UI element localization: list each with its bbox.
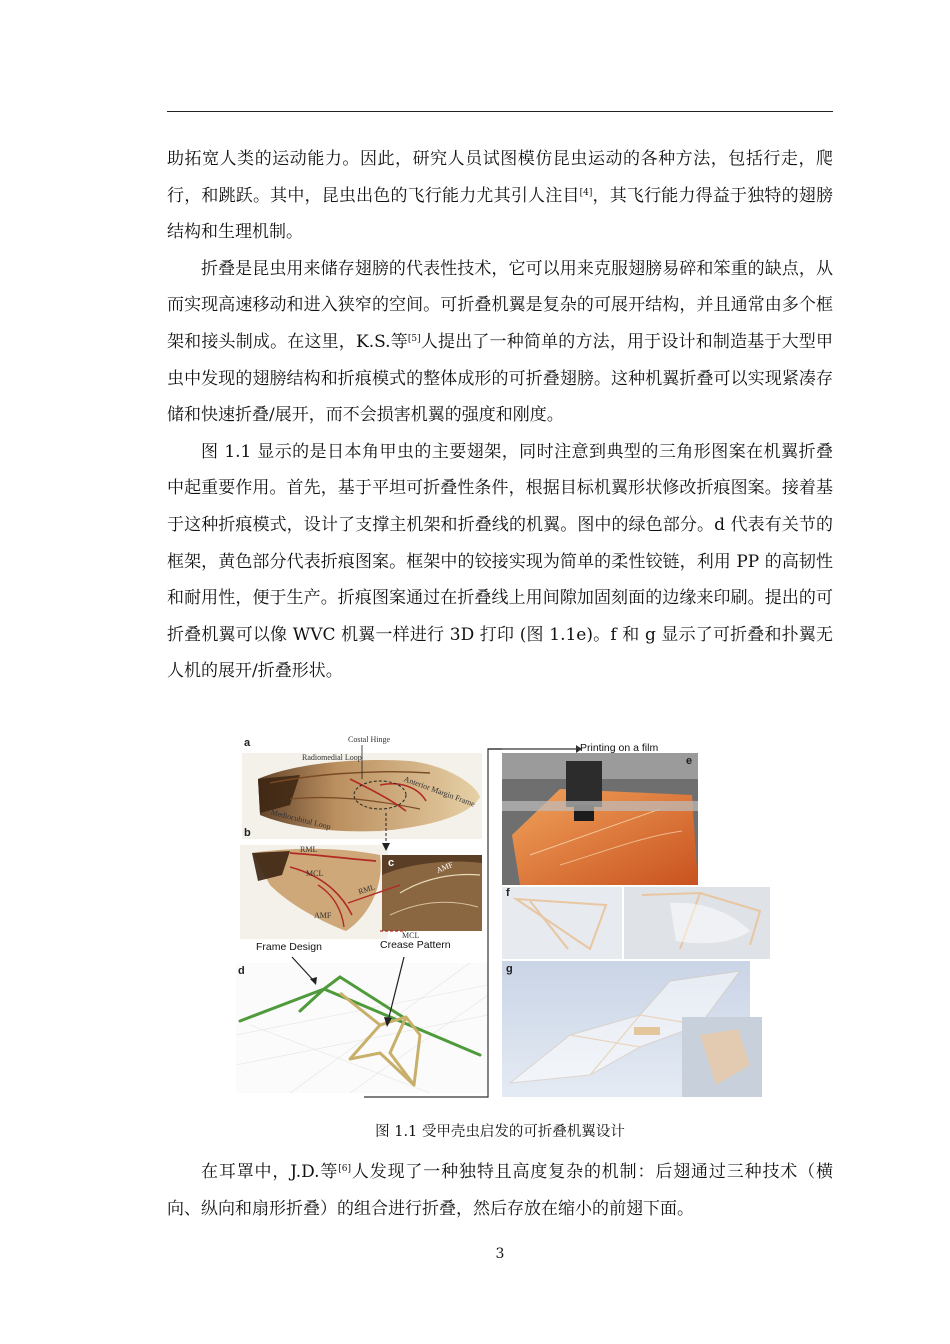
panel-f-folding-wing xyxy=(502,887,770,959)
figure-graphic xyxy=(230,735,778,1103)
label-printing-on-film: Printing on a film xyxy=(580,742,659,754)
panel-label-a: a xyxy=(244,737,251,749)
body-text-top xyxy=(167,141,833,690)
body-text-bottom xyxy=(167,1154,833,1227)
label-c-amf: AMF xyxy=(434,860,455,875)
label-amf: AMF xyxy=(314,911,332,920)
figure-1-1 xyxy=(230,735,778,1103)
citation-ref: [5] xyxy=(407,333,421,344)
paragraph-text: 图 1.1 显示的是日本角甲虫的主要翅架，同时注意到典型的三角形图案在机翼折叠中起重要作用。首先，基于平坦可折叠性条件，根据目标机翼形状修改折痕图案。接着基于这种折痕模式，设计了支撑主机架和折叠线的机翼。图中的绿色部分。d 代表有关节的框架，黄色部分代表折痕图案。框架中的铰接实现为简单的柔性铰链，利用 PP 的高韧性和耐用性，便于生产。折痕图案通过在折叠线上用间隙加固刻面的边缘来印刷。提出的可折叠机翼可以像 WVC 机翼一样进行 3D 打印 (图 1.1e)。f 和 g 显示了可折叠和扑翼无人机的展开/折叠形状。 xyxy=(167,441,833,682)
label-frame-design: Frame Design xyxy=(256,941,322,953)
label-rml: RML xyxy=(300,845,318,854)
figure-caption: 图 1.1 受甲壳虫启发的可折叠机翼设计 xyxy=(375,1124,625,1140)
label-costal-hinge: Costal Hinge xyxy=(348,735,390,744)
citation-ref: [4] xyxy=(579,187,593,198)
label-radiomedial-loop: Radiomedial Loop xyxy=(302,753,362,762)
citation-ref: [6] xyxy=(338,1164,352,1174)
panel-d-cad-design xyxy=(236,963,488,1093)
paragraph-text: 人提出了一种简单的方法，用于设计和制造基于大型甲虫中发现的翅膀结构和折痕模式的整体成形的可折叠翅膀。这种机翼折叠可以实现紧凑存储和快速折叠/展开，而不会损害机翼的强度和刚度。 xyxy=(167,331,833,426)
paragraph-text: ，其飞行能力得益于独特的翅膀结构和生理机制。 xyxy=(167,185,833,243)
panel-label-b: b xyxy=(244,827,251,839)
label-mcl: MCL xyxy=(306,869,324,878)
paragraph-text: 在耳罩中，J.D.等 xyxy=(201,1162,339,1182)
label-c-mcl: MCL xyxy=(402,931,420,940)
panel-label-c: c xyxy=(388,857,395,869)
label-c-rml: RML xyxy=(357,882,377,897)
label-mediocubital-loop: Mediocubital Loop xyxy=(269,807,332,832)
paragraph-p3 xyxy=(167,434,833,690)
paragraph-p1 xyxy=(167,141,833,251)
panel-g-flapping-drone xyxy=(502,961,762,1097)
paragraph-text: 折叠是昆虫用来储存翅膀的代表性技术，它可以用来克服翅膀易碎和笨重的缺点，从而实现高速移动和进入狭窄的空间。可折叠机翼是复杂的可展开结构，并且通常由多个框架和接头制成。在这里，K.S.等 xyxy=(167,258,833,352)
panel-label-g: g xyxy=(506,963,513,975)
paragraph-text: 人发现了一种独特且高度复杂的机制：后翅通过三种技术（横向、纵向和扇形折叠）的组合进行折叠，然后存放在缩小的前翅下面。 xyxy=(167,1162,833,1219)
panel-label-f: f xyxy=(506,887,510,899)
label-crease-pattern: Crease Pattern xyxy=(380,939,451,951)
paragraph-text: 助拓宽人类的运动能力。因此，研究人员试图模仿昆虫运动的各种方法，包括行走，爬行，和跳跃。其中，昆虫出色的飞行能力尤其引人注目 xyxy=(167,149,833,206)
panel-label-e: e xyxy=(686,755,693,767)
header-rule xyxy=(167,111,833,112)
paragraph-p2 xyxy=(167,251,833,434)
panel-label-d: d xyxy=(238,965,245,977)
paragraph-p4 xyxy=(167,1154,833,1227)
page-number: 3 xyxy=(495,1246,505,1262)
label-anterior-margin-frame: Anterior Margin Frame xyxy=(402,774,477,809)
panel-e-printer-photo xyxy=(502,753,698,885)
